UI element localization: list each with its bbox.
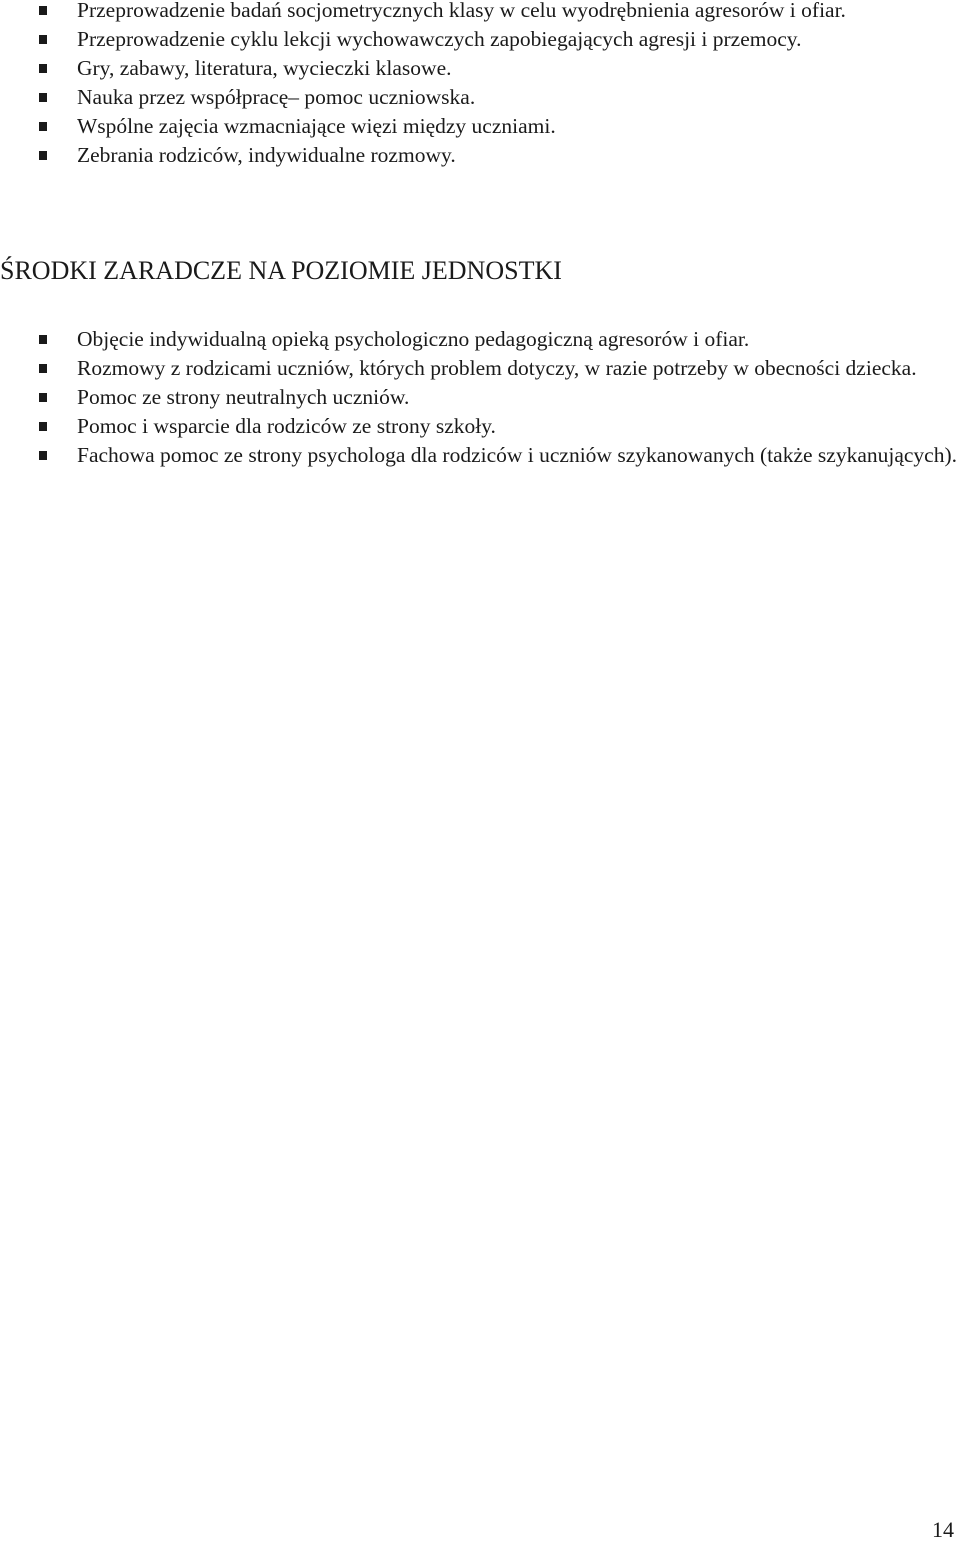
square-bullet-icon — [39, 122, 47, 131]
list-item-text: Fachowa pomoc ze strony psychologa dla rodziców i uczniów szykanowanych (także szykanujących). — [77, 443, 957, 467]
square-bullet-icon — [39, 335, 47, 344]
list-item — [0, 112, 957, 141]
list-item-text: Pomoc ze strony neutralnych uczniów. — [77, 385, 410, 409]
square-bullet-icon — [39, 35, 47, 44]
list-item-text: Pomoc i wsparcie dla rodziców ze strony szkoły. — [77, 414, 496, 438]
page-number: 14 — [932, 1517, 954, 1542]
list-item-text: Wspólne zajęcia wzmacniające więzi między uczniami. — [77, 114, 556, 138]
square-bullet-icon — [39, 151, 47, 160]
list-item-text: Przeprowadzenie badań socjometrycznych klasy w celu wyodrębnienia agresorów i ofiar. — [77, 0, 846, 22]
square-bullet-icon — [39, 393, 47, 402]
square-bullet-icon — [39, 64, 47, 73]
individual-measures-list — [0, 325, 957, 470]
square-bullet-icon — [39, 6, 47, 15]
list-item-text: Nauka przez współpracę– pomoc uczniowska. — [77, 85, 476, 109]
list-item — [0, 412, 957, 441]
list-item — [0, 54, 957, 83]
list-item-text: Rozmowy z rodzicami uczniów, których problem dotyczy, w razie potrzeby w obecności dziecka. — [77, 356, 917, 380]
square-bullet-icon — [39, 364, 47, 373]
list-item — [0, 141, 957, 170]
square-bullet-icon — [39, 93, 47, 102]
list-item-text: Przeprowadzenie cyklu lekcji wychowawczych zapobiegających agresji i przemocy. — [77, 27, 802, 51]
square-bullet-icon — [39, 451, 47, 460]
list-item — [0, 383, 957, 412]
list-item-text: Gry, zabawy, literatura, wycieczki klasowe. — [77, 56, 452, 80]
square-bullet-icon — [39, 422, 47, 431]
list-item — [0, 0, 957, 25]
list-item — [0, 25, 957, 54]
list-item — [0, 83, 957, 112]
list-item-text: Objęcie indywidualną opieką psychologiczno pedagogiczną agresorów i ofiar. — [77, 327, 750, 351]
list-item-text: Zebrania rodziców, indywidualne rozmowy. — [77, 143, 456, 167]
prevention-measures-list — [0, 0, 957, 170]
list-item — [0, 354, 957, 383]
list-item — [0, 325, 957, 354]
list-item — [0, 441, 957, 470]
section-heading: ŚRODKI ZARADCZE NA POZIOMIE JEDNOSTKI — [0, 256, 562, 285]
